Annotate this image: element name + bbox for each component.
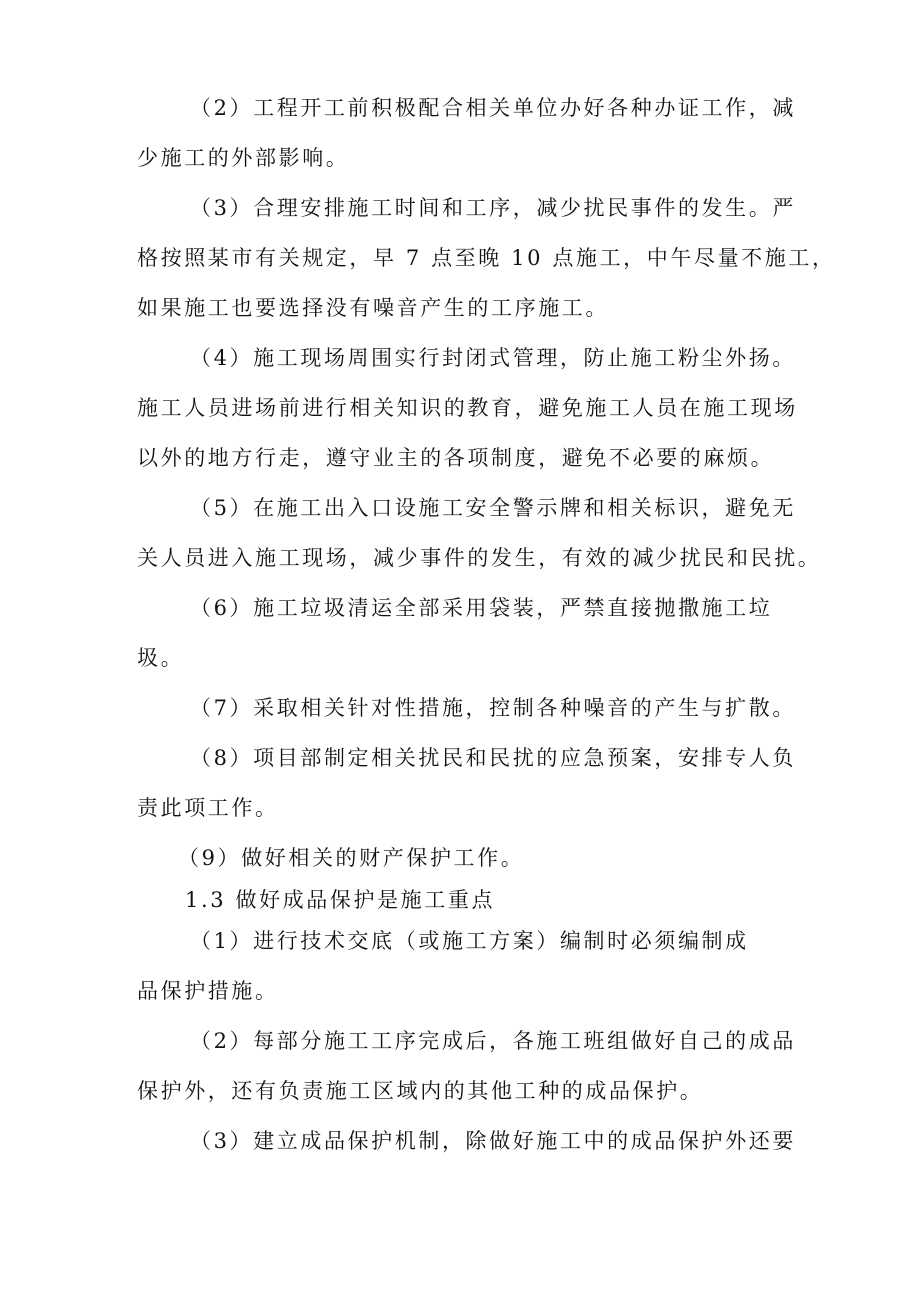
text-line-item5-a: （5）在施工出入口设施工安全警示牌和相关标识，避免无 (190, 496, 796, 520)
text-line-item2-b: 少施工的外部影响。 (137, 146, 350, 170)
text-line-item3-c: 如果施工也要选择没有噪音产生的工序施工。 (137, 296, 609, 320)
text-line-item7: （7）采取相关针对性措施，控制各种噪音的产生与扩散。 (190, 696, 796, 720)
text-line-item3-b: 格按照某市有关规定，早 7 点至晚 10 点施工，中午尽量不施工， (137, 246, 836, 270)
text-line-item8-a: （8）项目部制定相关扰民和民扰的应急预案，安排专人负 (190, 746, 796, 770)
text-line-item6-a: （6）施工垃圾清运全部采用袋装，严禁直接抛撒施工垃 (190, 596, 773, 620)
text-line-item9: （9）做好相关的财产保护工作。 (178, 846, 525, 870)
text-line-item5-b: 关人员进入施工现场，减少事件的发生，有效的减少扰民和民扰。 (137, 546, 822, 570)
text-line-item4-b: 施工人员进场前进行相关知识的教育，避免施工人员在施工现场 (137, 396, 798, 420)
text-line-item4-a: （4）施工现场周围实行封闭式管理，防止施工粉尘外扬。 (190, 346, 796, 370)
text-line-s13-item2-b: 保护外，还有负责施工区域内的其他工种的成品保护。 (137, 1079, 704, 1103)
text-line-s13-item1-a: （1）进行技术交底（或施工方案）编制时必须编制成 (190, 929, 749, 953)
text-line-s13-item3-a: （3）建立成品保护机制，除做好施工中的成品保护外还要 (190, 1129, 796, 1153)
text-line-s13-item2-a: （2）每部分施工工序完成后，各施工班组做好自己的成品 (190, 1029, 796, 1053)
text-line-item3-a: （3）合理安排施工时间和工序，减少扰民事件的发生。严 (190, 196, 796, 220)
text-line-s13-item1-b: 品保护措施。 (137, 979, 279, 1003)
text-line-item6-b: 圾。 (137, 646, 185, 670)
section-heading-1-3: 1.3 做好成品保护是施工重点 (185, 888, 496, 912)
text-line-item2-a: （2）工程开工前积极配合相关单位办好各种办证工作，减 (190, 96, 796, 120)
text-line-item4-c: 以外的地方行走，遵守业主的各项制度，避免不必要的麻烦。 (137, 446, 775, 470)
text-line-item8-b: 责此项工作。 (137, 796, 279, 820)
